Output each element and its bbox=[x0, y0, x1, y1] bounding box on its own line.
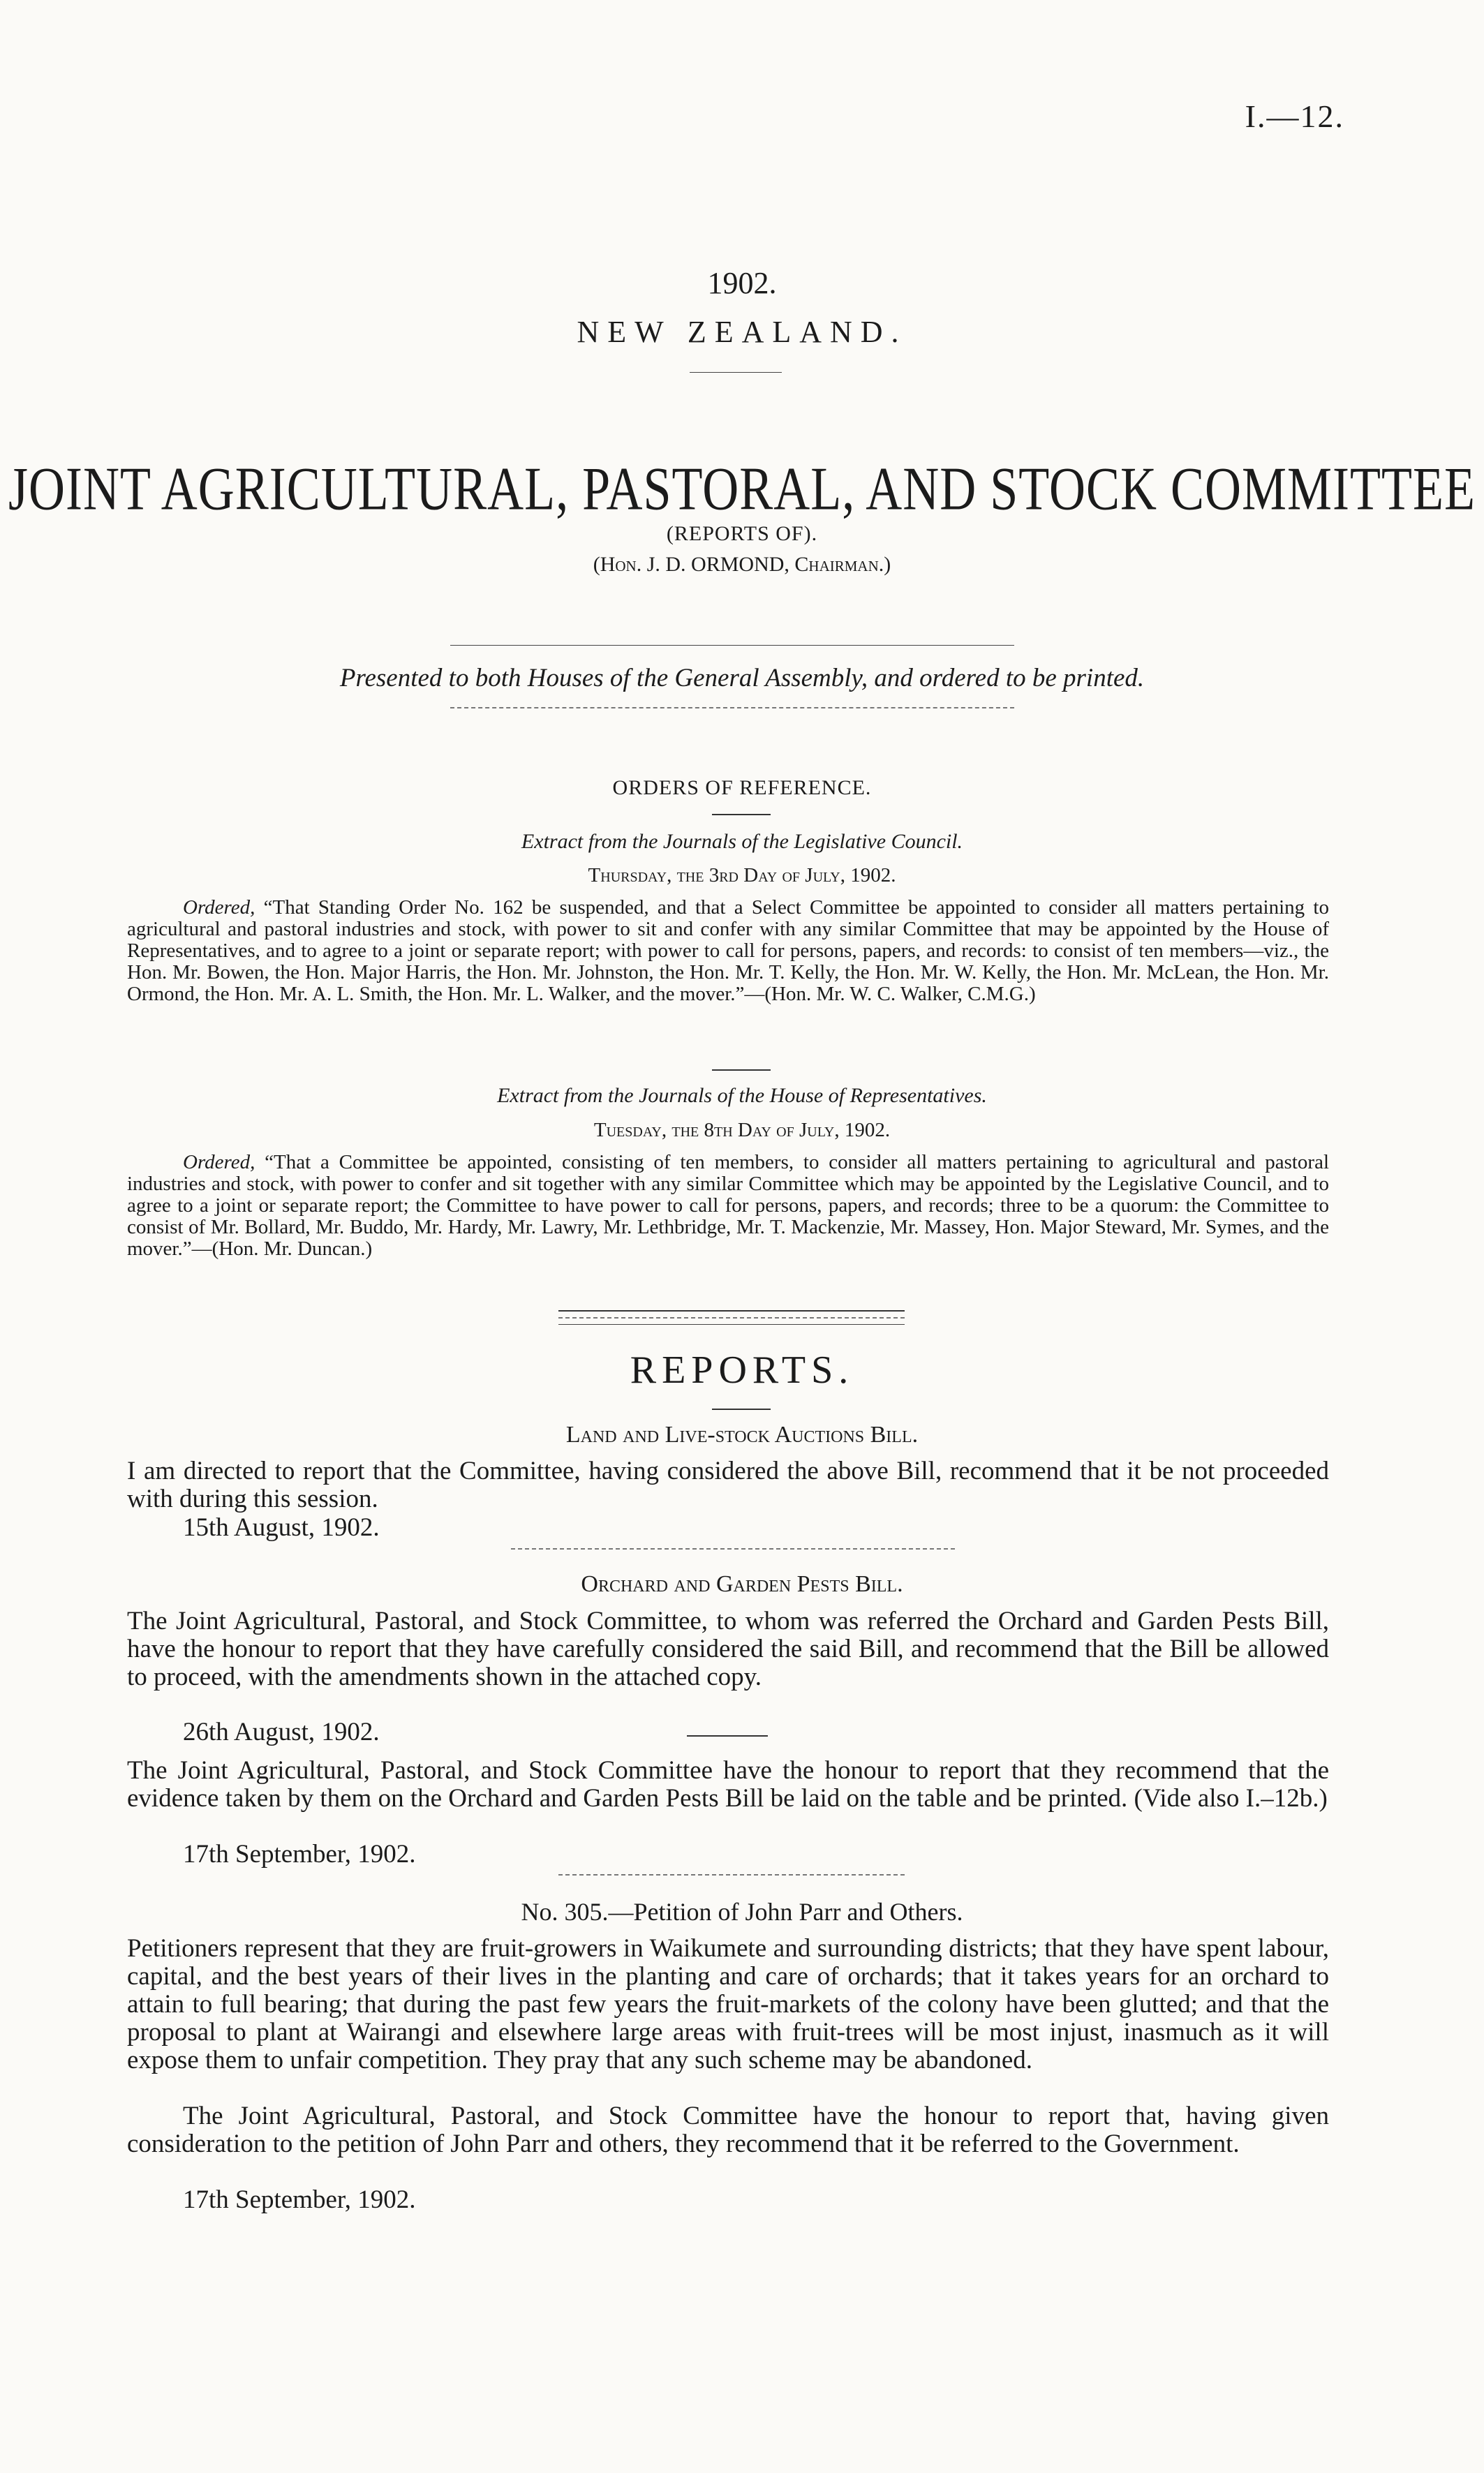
page-reference: I.—12. bbox=[1245, 98, 1344, 134]
land-bill-text: I am directed to report that the Committee, having considered the above Bill, recommend that it be not proceeded with during this session. bbox=[127, 1457, 1329, 1513]
divider bbox=[712, 1409, 771, 1410]
ordered-label: Ordered, bbox=[183, 896, 255, 919]
divider bbox=[450, 707, 1014, 708]
divider bbox=[511, 1548, 955, 1550]
divider bbox=[712, 814, 771, 815]
presentation-note: Presented to both Houses of the General Assembly, and ordered to be printed. bbox=[339, 664, 1145, 692]
divider bbox=[558, 1317, 905, 1319]
divider bbox=[558, 1310, 905, 1312]
orders-heading: ORDERS OF REFERENCE. bbox=[612, 776, 872, 799]
divider bbox=[712, 1069, 771, 1071]
council-order-body: “That Standing Order No. 162 be suspended, and that a Select Committee be appointed to consider all matters pertaining to agricultural and pastoral industries and stock, with power to sit and confer with any similar Committee that may be appointed by the House of Representatives, and to agree to a joint or separate report; with power to call for persons, papers, and records: to consist of ten members—viz., the Hon. Mr. Bowen, the Hon. Major Harris, the Hon. Mr. Johnston, the Hon. Mr. T. Kelly, the Hon. Mr. W. Kelly, the Hon. Mr. McLean, the Hon. Mr. Ormond, the Hon. Mr. A. L. Smith, the Hon. Mr. L. Walker, and the mover.”—(Hon. Mr. W. C. Walker, C.M.G.) bbox=[127, 896, 1329, 1005]
petition-text: Petitioners represent that they are fruit-growers in Waikumete and surrounding districts; that they have spent labour, capital, and the best years of their lives in the planting and care of orchards; that it takes years for an orchard to attain to full bearing; that during the past few years the fruit-markets of the colony have been glutted; and that the proposal to plant at Wairangi and elsewhere large areas with fruit-trees will be most injust, inasmuch as it will expose them to unfair competition. They pray that any such scheme may be abandoned. bbox=[127, 1934, 1329, 2074]
document-title: JOINT AGRICULTURAL, PASTORAL, AND STOCK COMMITTEE bbox=[8, 454, 1476, 523]
divider bbox=[558, 1874, 905, 1876]
country: NEW ZEALAND. bbox=[577, 315, 907, 349]
council-extract: Extract from the Journals of the Legislative Council. bbox=[521, 830, 963, 853]
house-order-body: “That a Committee be appointed, consisting of ten members, to consider all matters pertaining to agricultural and pastoral industries and stock, with power to confer and sit together with any similar Committee which may be appointed by the Legislative Council, and to agree to a joint or separate report; the Committee to have power to call for persons, papers, and records; three to be a quorum: the Committee to consist of Mr. Bollard, Mr. Buddo, Mr. Hardy, Mr. Lawry, Mr. Lethbridge, Mr. T. Mackenzie, Mr. Massey, Hon. Major Steward, Mr. Symes, and the mover.”—(Hon. Mr. Duncan.) bbox=[127, 1151, 1329, 1260]
divider bbox=[690, 372, 782, 373]
land-bill-title: Land and Live-stock Auctions Bill. bbox=[565, 1422, 919, 1448]
orchard-bill-report-1: The Joint Agricultural, Pastoral, and Stock Committee, to whom was referred the Orchard and Garden Pests Bill, have the honour to report that they have carefully considered the said Bill, and recommend that the Bill be allowed to proceed, with the amendments shown in the attached copy. bbox=[127, 1607, 1329, 1691]
ordered-label: Ordered, bbox=[183, 1151, 255, 1173]
divider bbox=[450, 645, 1014, 646]
petition-date: 17th September, 1902. bbox=[183, 2185, 416, 2214]
council-date: Thursday, the 3rd Day of July, 1902. bbox=[588, 864, 896, 886]
document-subtitle: (REPORTS OF). bbox=[666, 522, 818, 545]
orchard-bill-date-1: 26th August, 1902. bbox=[183, 1718, 380, 1746]
orchard-bill-report-2: The Joint Agricultural, Pastoral, and Stock Committee have the honour to report that they recommend that the evidence taken by them on the Orchard and Garden Pests Bill be laid on the table and be printed. (Vide also I.–12b.) bbox=[127, 1756, 1329, 1813]
house-order-text bbox=[127, 1152, 1329, 1260]
petition-report: The Joint Agricultural, Pastoral, and Stock Committee have the honour to report that, having given consideration to the petition of John Parr and others, they recommend that it be referred to the Government. bbox=[127, 2102, 1329, 2158]
house-extract: Extract from the Journals of the House of Representatives. bbox=[497, 1084, 987, 1107]
house-date: Tuesday, the 8th Day of July, 1902. bbox=[593, 1119, 891, 1141]
land-bill-date: 15th August, 1902. bbox=[183, 1513, 380, 1542]
year: 1902. bbox=[707, 266, 777, 300]
chairman-line: (Hon. J. D. ORMOND, Chairman.) bbox=[593, 553, 891, 576]
petition-title: No. 305.—Petition of John Parr and Others. bbox=[521, 1898, 963, 1926]
orchard-bill-title: Orchard and Garden Pests Bill. bbox=[581, 1571, 903, 1597]
reports-heading: REPORTS. bbox=[630, 1349, 854, 1392]
council-order-text bbox=[127, 897, 1329, 1005]
divider bbox=[558, 1324, 905, 1325]
divider bbox=[687, 1735, 768, 1737]
orchard-bill-date-2: 17th September, 1902. bbox=[183, 1840, 416, 1869]
